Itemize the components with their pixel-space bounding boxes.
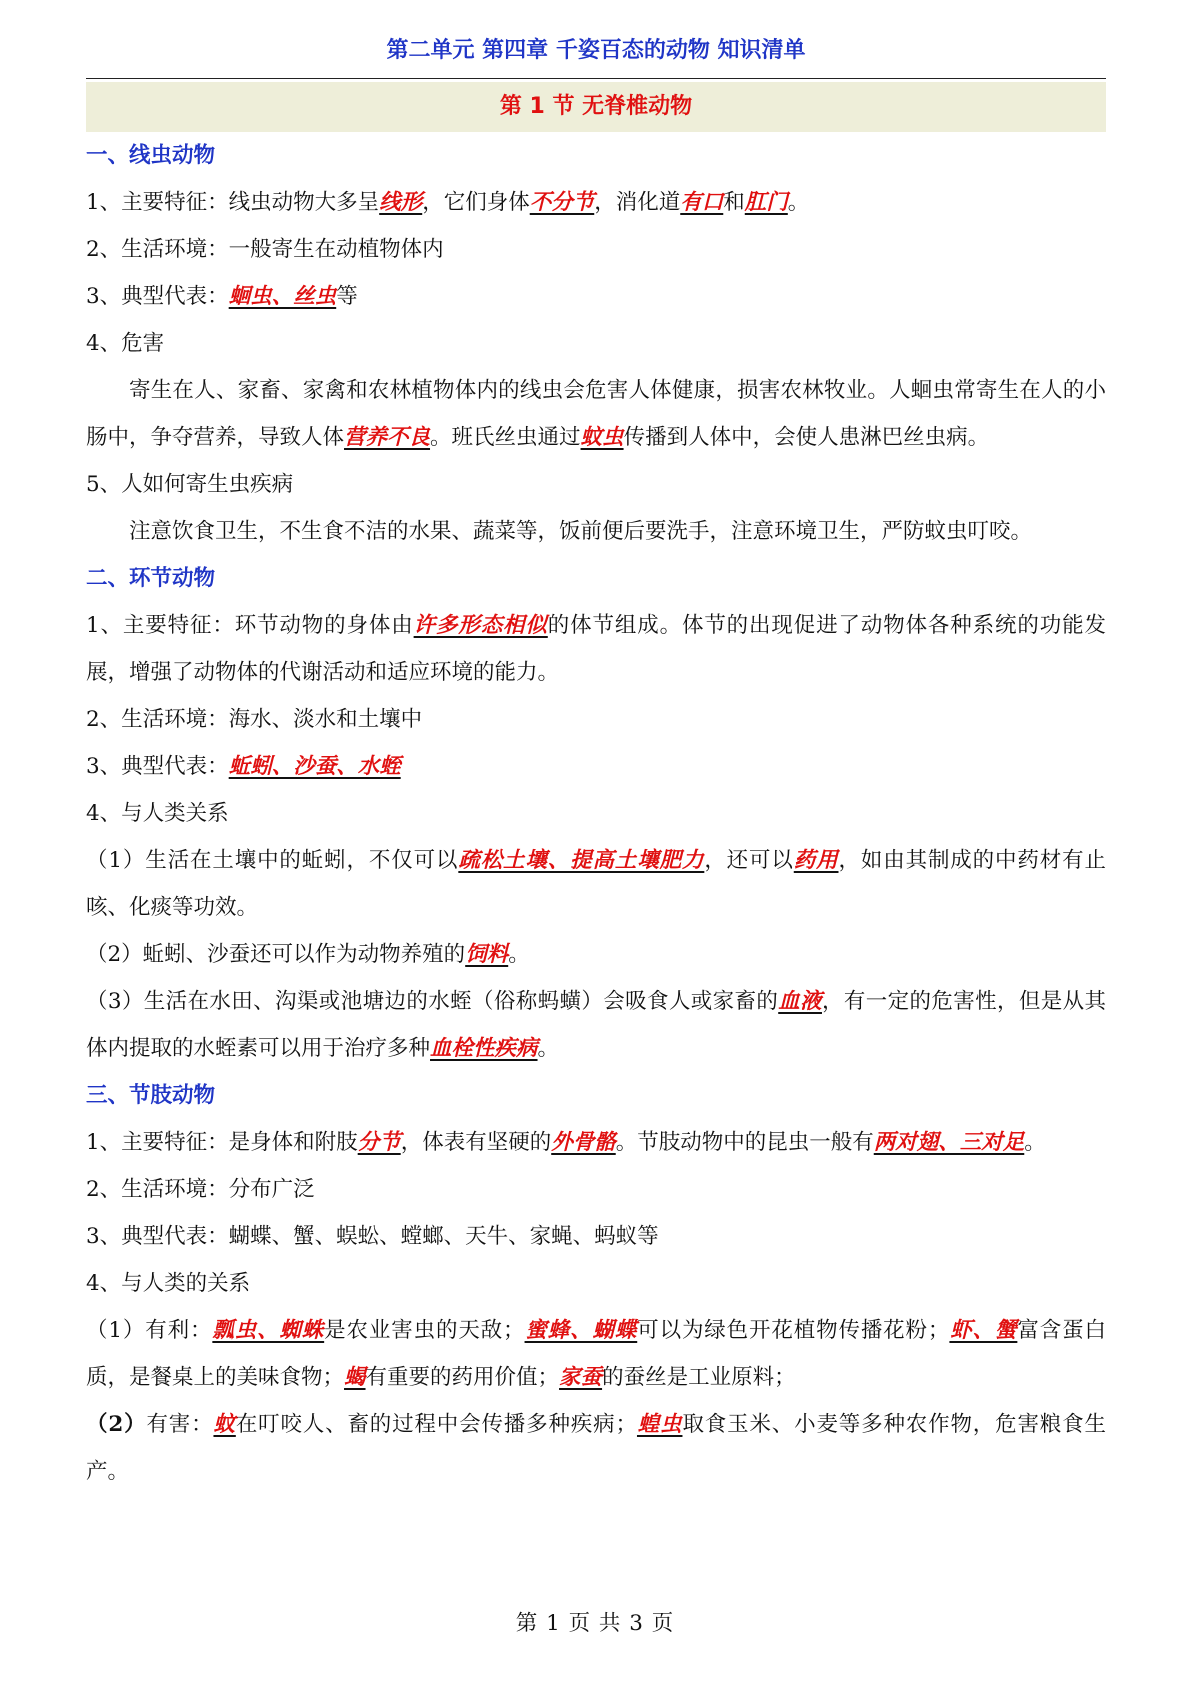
keyword: 蝎 [344, 1365, 366, 1390]
keyword: 许多形态相似 [413, 613, 548, 638]
title-divider [86, 78, 1106, 79]
arthropods-features [86, 1119, 1106, 1166]
nematodes-examples [86, 273, 1106, 320]
text: 3、典型代表： [86, 754, 229, 779]
keyword: 有口 [680, 190, 724, 215]
text: 有重要的药用价值； [365, 1365, 560, 1390]
keyword: 药用 [793, 848, 839, 873]
annelids-relation-2 [86, 931, 1106, 978]
keyword: 疏松土壤、提高土壤肥力 [458, 848, 705, 873]
text: 有害： [146, 1412, 214, 1437]
text: 。班氏丝虫通过 [430, 425, 581, 450]
text: 。 [1024, 1130, 1046, 1155]
keyword: 蚊虫 [580, 425, 624, 450]
text: 和 [723, 190, 745, 215]
keyword: 饲料 [465, 942, 509, 967]
text: 。 [787, 190, 810, 215]
keyword: 蚊 [213, 1412, 236, 1437]
arthropods-habitat: 2、生活环境：分布广泛 [86, 1177, 315, 1202]
text: 在叮咬人、畜的过程中会传播多种疾病； [235, 1412, 637, 1437]
keyword: 家蚕 [559, 1365, 603, 1390]
nematodes-prevention-label: 5、人如何寄生虫疾病 [86, 472, 294, 497]
text: （3）生活在水田、沟渠或池塘边的水蛭（俗称蚂蟥）会吸食人或家畜的 [86, 989, 779, 1014]
keyword: 瓢虫、蜘蛛 [212, 1318, 325, 1343]
keyword: 线形 [379, 190, 423, 215]
item-label: （2） [86, 1412, 147, 1437]
text: 的蚕丝是工业原料； [602, 1365, 796, 1390]
text: （2）蚯蚓、沙蚕还可以作为动物养殖的 [86, 942, 466, 967]
text: ，消化道 [594, 190, 681, 215]
keyword: 肛门 [744, 190, 788, 215]
keyword: 蚯蚓、沙蚕、水蛭 [228, 754, 401, 779]
document-title: 第二单元 第四章 千姿百态的动物 知识清单 [386, 38, 806, 63]
keyword: 分节 [357, 1130, 401, 1155]
text: 是农业害虫的天敌； [324, 1318, 525, 1343]
text: 取食玉米、小麦等多种农作物，危害粮食生产。 [86, 1412, 1106, 1484]
keyword: 血液 [778, 989, 822, 1014]
keyword: 血栓性疾病 [430, 1036, 538, 1061]
nematodes-features [86, 179, 1106, 226]
keyword: 蛔虫、丝虫 [228, 284, 337, 309]
text: 等 [336, 284, 358, 309]
arthropods-harm [86, 1401, 1106, 1495]
keyword: 营养不良 [344, 425, 431, 450]
keyword: 不分节 [529, 190, 595, 215]
text: ，它们身体 [422, 190, 530, 215]
text: （1）生活在土壤中的蚯蚓，不仅可以 [86, 848, 459, 873]
document-page [86, 0, 1106, 1495]
annelids-relation-label: 4、与人类关系 [86, 801, 229, 826]
nematodes-prevention-text: 注意饮食卫生，不生食不洁的水果、蔬菜等，饭前便后要洗手，注意环境卫生，严防蚊虫叮咬。 [129, 519, 1033, 544]
text: 1、主要特征：线虫动物大多呈 [86, 190, 380, 215]
nematodes-harm-label: 4、危害 [86, 331, 165, 356]
text: ，有一定的危害性，但是从其体内提取的水蛭素可以用于治疗多种 [86, 989, 1106, 1061]
nematodes-harm-text [86, 367, 1106, 461]
text: 寄生在人、家畜、家禽和农林植物体内的线虫会危害人体健康，损害农林牧业。人蛔虫常寄生在人的小肠中，争夺营养，导致人体 [86, 378, 1106, 450]
text: 富含蛋白质，是餐桌上的美味食物； [86, 1318, 1106, 1390]
heading-annelids: 二、环节动物 [86, 566, 216, 591]
annelids-habitat: 2、生活环境：海水、淡水和土壤中 [86, 707, 423, 732]
heading-arthropods: 三、节肢动物 [86, 1083, 216, 1108]
keyword: 蜜蜂、蝴蝶 [524, 1318, 638, 1343]
text: 3、典型代表： [86, 284, 229, 309]
annelids-relation-3 [86, 978, 1106, 1072]
nematodes-habitat: 2、生活环境：一般寄生在动植物体内 [86, 237, 444, 262]
text: 。 [508, 942, 530, 967]
text: （1）有利： [86, 1318, 213, 1343]
keyword: 外骨骼 [551, 1130, 616, 1155]
annelids-examples [86, 743, 1106, 790]
text: 的体节组成。体节的出现促进了动物体各种系统的功能发展，增强了动物体的代谢活动和适应环境的能力。 [86, 613, 1106, 685]
arthropods-relation-label: 4、与人类的关系 [86, 1271, 251, 1296]
keyword: 虾、蟹 [949, 1318, 1018, 1343]
annelids-features [86, 602, 1106, 696]
text: 传播到人体中，会使人患淋巴丝虫病。 [623, 425, 990, 450]
section-banner: 第 1 节 无脊椎动物 [86, 82, 1106, 132]
keyword: 两对翅、三对足 [873, 1130, 1025, 1155]
text: 。 [537, 1036, 560, 1061]
text: ，如由其制成的中药材有止咳、化痰等功效。 [86, 848, 1106, 920]
text: 。节肢动物中的昆虫一般有 [615, 1130, 874, 1155]
page-footer: 第 1 页 共 3 页 [515, 1611, 675, 1636]
arthropods-benefit [86, 1307, 1106, 1401]
annelids-relation-1 [86, 837, 1106, 931]
arthropods-examples: 3、典型代表：蝴蝶、蟹、蜈蚣、螳螂、天牛、家蝇、蚂蚁等 [86, 1224, 659, 1249]
text: ，还可以 [704, 848, 794, 873]
heading-nematodes: 一、线虫动物 [86, 143, 216, 168]
text: 1、主要特征：环节动物的身体由 [86, 613, 414, 638]
keyword: 蝗虫 [636, 1412, 683, 1437]
text: 可以为绿色开花植物传播花粉； [637, 1318, 950, 1343]
text: 1、主要特征：是身体和附肢 [86, 1130, 358, 1155]
text: ，体表有坚硬的 [400, 1130, 552, 1155]
